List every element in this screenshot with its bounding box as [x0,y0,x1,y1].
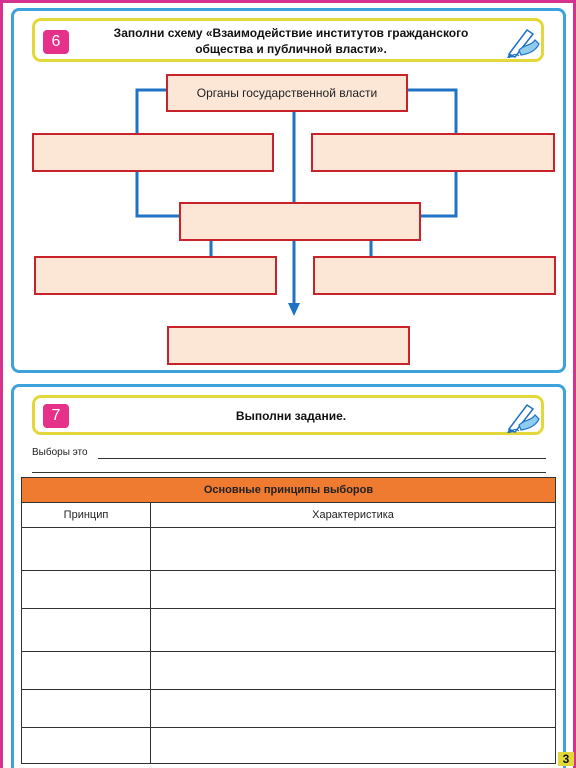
principle-cell[interactable] [22,609,151,652]
task7-title: Выполни задание. [235,409,347,423]
table-caption: Основные принципы выборов [22,478,556,503]
answer-line-1[interactable] [98,458,546,459]
characteristic-cell[interactable] [151,609,556,652]
scheme-box-right-2[interactable] [313,256,556,295]
characteristic-cell[interactable] [151,528,556,571]
characteristic-cell[interactable] [151,690,556,728]
page-number: 3 [558,752,574,766]
task7-number-badge: 7 [43,404,69,428]
table-row [22,690,556,728]
principle-cell[interactable] [22,652,151,690]
elections-prompt: Выборы это [32,447,88,458]
column-header-characteristic: Характеристика [151,503,556,528]
task6-number-badge: 6 [43,30,69,54]
pencil-hand-icon [505,399,541,433]
principle-cell[interactable] [22,690,151,728]
task6-title-line1: Заполни схему «Взаимодействие институтов гражданского [113,26,469,40]
answer-line-2[interactable] [32,472,546,473]
column-header-principle: Принцип [22,503,151,528]
scheme-box-left-1[interactable] [32,133,274,172]
task7-header [32,395,544,435]
scheme-box-top-label: Органы государственной власти [196,86,378,100]
table-row [22,652,556,690]
characteristic-cell[interactable] [151,728,556,764]
table-row [22,609,556,652]
table-row [22,571,556,609]
principle-cell[interactable] [22,728,151,764]
task6-title-line2: общества и публичной власти». [195,42,387,56]
scheme-box-right-1[interactable] [311,133,555,172]
principle-cell[interactable] [22,528,151,571]
scheme-box-center[interactable] [179,202,421,241]
table-row [22,728,556,764]
table-row [22,528,556,571]
scheme-box-left-2[interactable] [34,256,277,295]
principle-cell[interactable] [22,571,151,609]
scheme-box-top[interactable] [166,74,408,112]
scheme-box-bottom[interactable] [167,326,410,365]
characteristic-cell[interactable] [151,652,556,690]
principles-table [21,477,556,764]
characteristic-cell[interactable] [151,571,556,609]
